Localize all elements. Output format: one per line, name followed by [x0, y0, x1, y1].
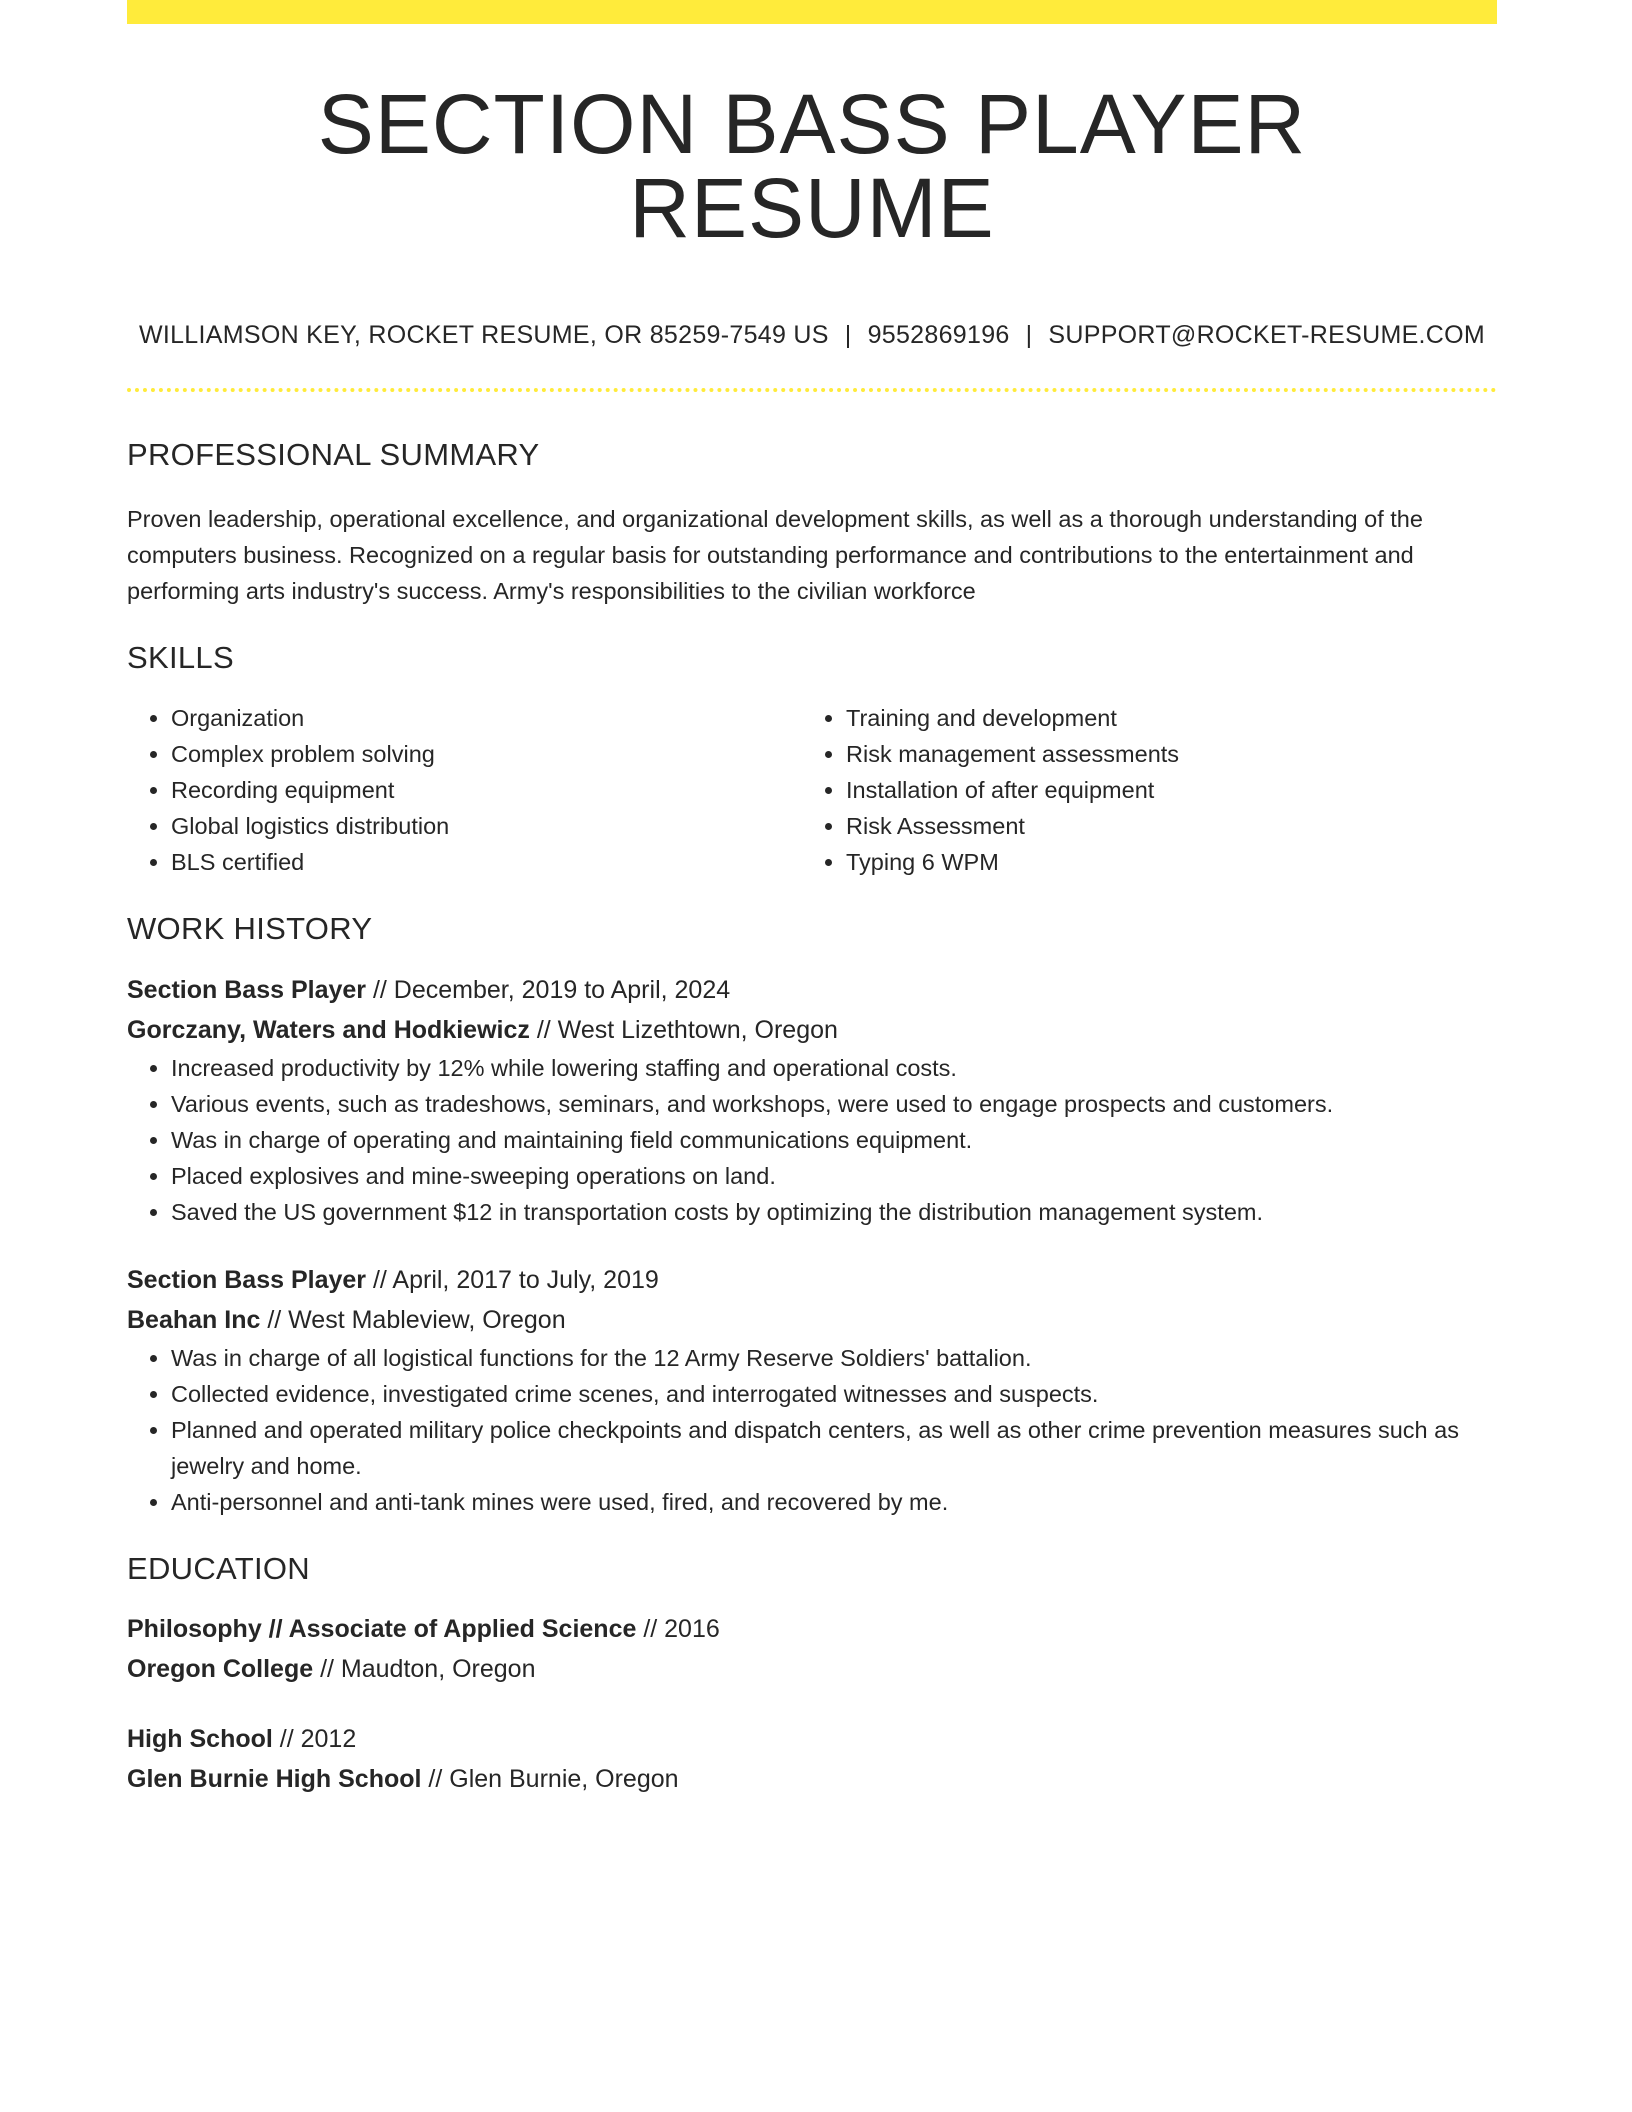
skill-item: • BLS certified	[171, 844, 802, 880]
contact-email: SUPPORT@ROCKET-RESUME.COM	[1048, 321, 1486, 349]
education-degree-line	[127, 1719, 1497, 1759]
education-heading: EDUCATION	[127, 1550, 310, 1586]
education-school-line	[127, 1759, 1497, 1799]
education-entry	[127, 1609, 1497, 1689]
job-bullet: • Was in charge of all logistical functions for the 12 Army Reserve Soldiers' battalion.	[171, 1340, 1497, 1376]
skill-item: • Global logistics distribution	[171, 808, 802, 844]
job-title: Section Bass Player	[127, 1265, 367, 1294]
job-dates: // April, 2017 to July, 2019	[366, 1265, 659, 1294]
education-location: // Glen Burnie, Oregon	[421, 1764, 679, 1793]
summary-heading: PROFESSIONAL SUMMARY	[127, 437, 540, 472]
skill-item: • Recording equipment	[171, 772, 802, 808]
skill-item: • Organization	[171, 700, 802, 736]
work-history-heading: WORK HISTORY	[127, 911, 373, 947]
skill-item: • Training and development	[846, 700, 1477, 736]
job-entry	[127, 1260, 1497, 1520]
job-bullet: • Increased productivity by 12% while lowering staffing and operational costs.	[171, 1050, 1497, 1086]
job-bullet: • Various events, such as tradeshows, seminars, and workshops, were used to engage prospects and customers.	[171, 1086, 1497, 1122]
contact-separator: |	[1025, 321, 1033, 349]
skill-item: • Installation of after equipment	[846, 772, 1477, 808]
header-divider	[127, 388, 1497, 392]
accent-bar	[127, 0, 1497, 24]
contact-phone: 9552869196	[867, 321, 1010, 349]
job-bullets	[127, 1050, 1497, 1230]
skill-item: • Typing 6 WPM	[846, 844, 1477, 880]
education-section	[127, 1550, 1497, 1799]
skill-item: • Complex problem solving	[171, 736, 802, 772]
skill-item: • Risk Assessment	[846, 808, 1477, 844]
resume-page	[127, 0, 1497, 1799]
education-degree-line	[127, 1609, 1497, 1649]
job-title-line	[127, 1260, 1497, 1300]
job-dates: // December, 2019 to April, 2024	[366, 975, 731, 1004]
education-year: // 2016	[636, 1614, 720, 1643]
job-title: Section Bass Player	[127, 975, 367, 1004]
work-history-section	[127, 910, 1497, 1519]
education-location: // Maudton, Oregon	[313, 1654, 536, 1683]
job-bullet: • Placed explosives and mine-sweeping operations on land.	[171, 1158, 1497, 1194]
education-year: // 2012	[272, 1724, 357, 1753]
job-bullet: • Anti-personnel and anti-tank mines were used, fired, and recovered by me.	[171, 1484, 1497, 1520]
job-bullet: • Collected evidence, investigated crime scenes, and interrogated witnesses and suspects.	[171, 1376, 1497, 1412]
resume-title: SECTION BASS PLAYER RESUME	[317, 77, 1307, 255]
contact-separator: |	[844, 321, 852, 349]
job-company: Beahan Inc	[127, 1305, 261, 1334]
job-company-line	[127, 1010, 1497, 1050]
job-bullet: • Was in charge of operating and maintaining field communications equipment.	[171, 1122, 1497, 1158]
job-bullet: • Planned and operated military police checkpoints and dispatch centers, as well as other crime prevention measures such as jewelry and home.	[171, 1412, 1497, 1484]
skills-heading: SKILLS	[127, 640, 234, 676]
education-school: Oregon College	[127, 1654, 314, 1683]
education-school: Glen Burnie High School	[127, 1764, 422, 1793]
education-entry	[127, 1719, 1497, 1799]
job-entry	[127, 970, 1497, 1230]
skills-column-right	[802, 700, 1477, 880]
education-degree: Philosophy // Associate of Applied Science	[127, 1614, 637, 1643]
job-company-line	[127, 1300, 1497, 1340]
education-degree: High School	[127, 1724, 273, 1753]
contact-line	[127, 320, 1497, 350]
job-location: // West Lizethtown, Oregon	[529, 1015, 838, 1044]
job-location: // West Mableview, Oregon	[260, 1305, 566, 1334]
job-bullet: • Saved the US government $12 in transportation costs by optimizing the distribution management system.	[171, 1194, 1497, 1230]
job-company: Gorczany, Waters and Hodkiewicz	[127, 1015, 530, 1044]
skills-column-left	[127, 700, 802, 880]
contact-address: WILLIAMSON KEY, ROCKET RESUME, OR 85259-7549 US	[138, 321, 829, 349]
education-school-line	[127, 1649, 1497, 1689]
skills-section	[127, 639, 1497, 880]
skill-item: • Risk management assessments	[846, 736, 1477, 772]
job-title-line	[127, 970, 1497, 1010]
job-bullets	[127, 1340, 1497, 1520]
summary-text: Proven leadership, operational excellence, and organizational development skills, as well as a thorough understanding of the computers business. Recognized on a regular basis for outstanding performance and contributions to the entertainment and performing arts industry's success. Army's responsibilities to the civilian workforce	[127, 506, 1423, 605]
summary-section	[127, 436, 1497, 609]
skills-grid	[127, 700, 1497, 880]
